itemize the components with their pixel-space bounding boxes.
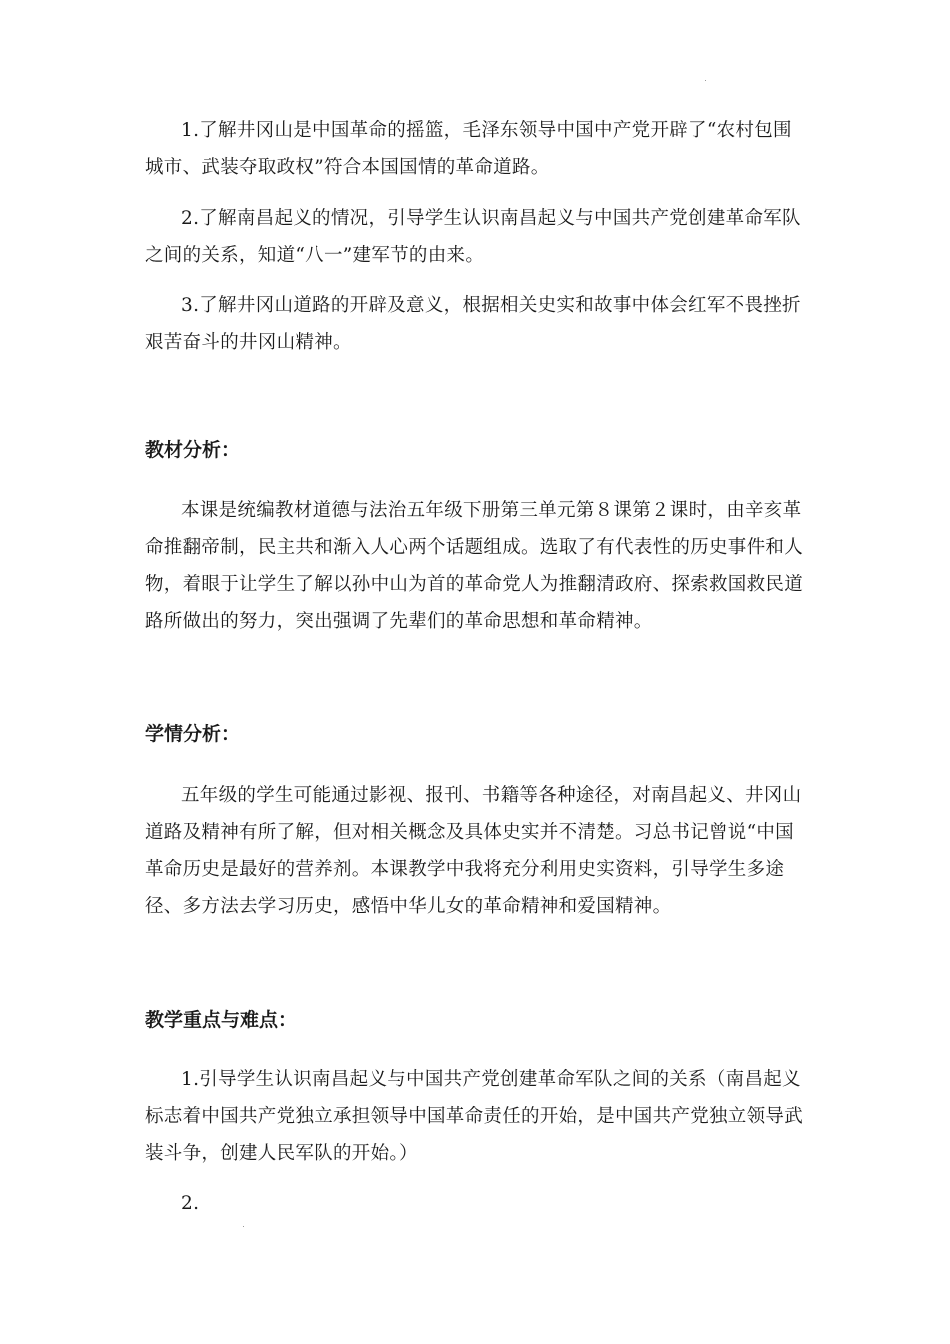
student-analysis-heading: 学情分析： [145, 723, 241, 745]
key-points-heading: 教学重点与难点： [145, 1009, 298, 1031]
objective-3: 3.了解井冈山道路的开辟及意义，根据相关史实和故事中体会红军不畏挫折艰苦奋斗的井冈山精神。 [145, 295, 801, 353]
key-point-2: 2. [181, 1193, 200, 1214]
scan-speck-top [705, 80, 706, 81]
objective-2: 2.了解南昌起义的情况，引导学生认识南昌起义与中国共产党创建革命军队之间的关系，知道“八一”建军节的由来。 [145, 208, 801, 266]
material-analysis-body: 本课是统编教材道德与法治五年级下册第三单元第８课第２课时，由辛亥革命推翻帝制，民主共和渐入人心两个话题组成。选取了有代表性的历史事件和人物，着眼于让学生了解以孙中山为首的革命党人为推翻清政府、探索救国救民道路所做出的努力，突出强调了先辈们的革命思想和革命精神。 [145, 500, 804, 632]
objective-1: 1.了解井冈山是中国革命的摇篮，毛泽东领导中国中产党开辟了“农村包围城市、武装夺取政权”符合本国国情的革命道路。 [145, 120, 792, 178]
scan-speck-bottom [243, 1226, 244, 1227]
student-analysis-body: 五年级的学生可能通过影视、报刊、书籍等各种途径，对南昌起义、井冈山道路及精神有所了解，但对相关概念及具体史实并不清楚。习总书记曾说“中国革命历史是最好的营养剂。本课教学中我将充分利用史实资料，引导学生多途径、多方法去学习历史，感悟中华儿女的革命精神和爱国精神。 [145, 785, 802, 917]
key-point-1: 1.引导学生认识南昌起义与中国共产党创建革命军队之间的关系（南昌起义标志着中国共产党独立承担领导中国革命责任的开始，是中国共产党独立领导武装斗争，创建人民军队的开始。） [145, 1069, 804, 1164]
material-analysis-heading: 教材分析： [145, 439, 241, 461]
